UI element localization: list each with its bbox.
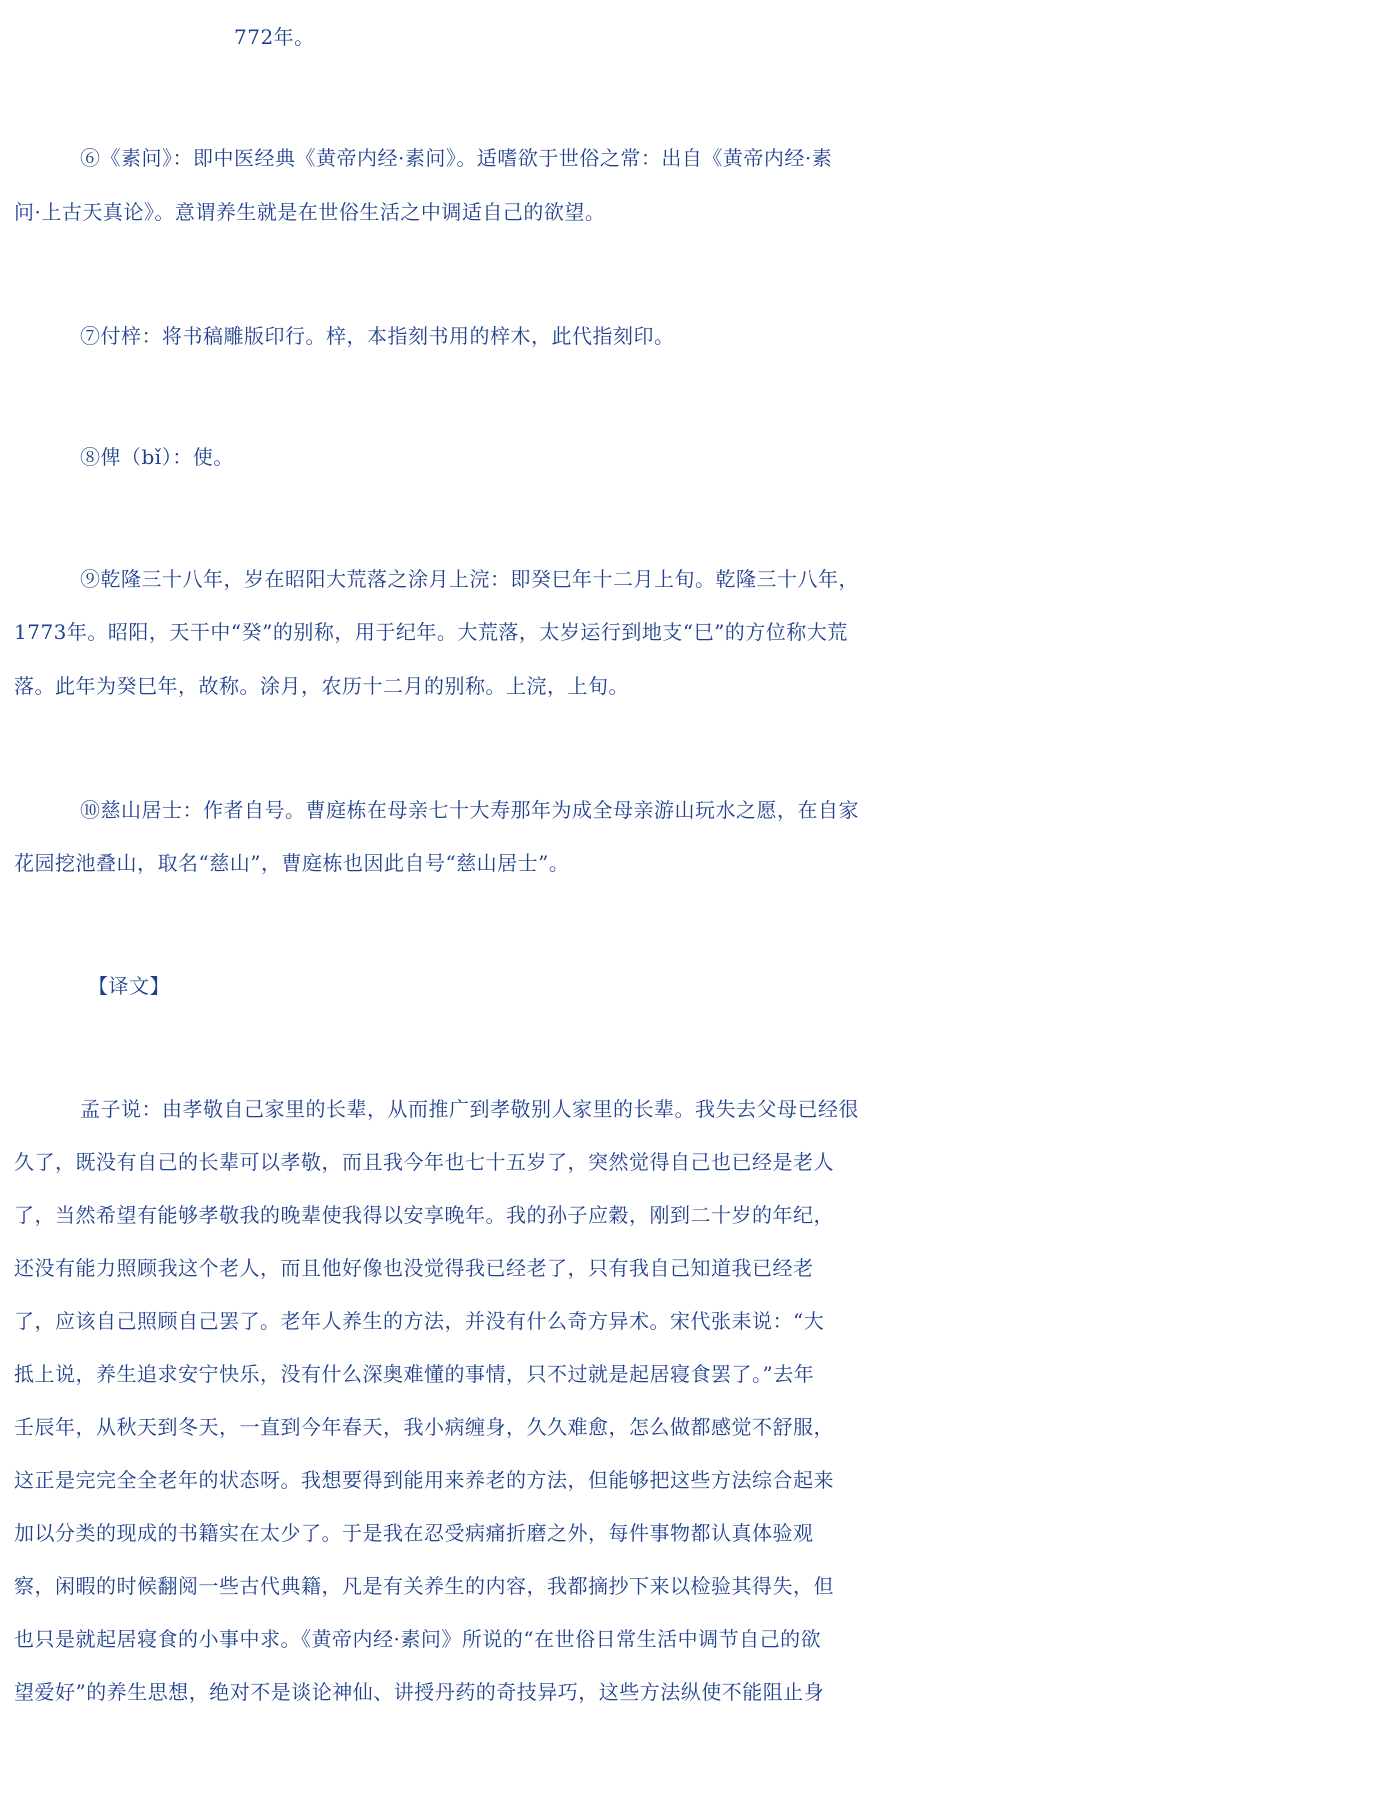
section-heading-translation: 【译文】 — [88, 974, 170, 998]
translation-line-9: 加以分类的现成的书籍实在太少了。于是我在忍受病痛折磨之外，每件事物都认真体验观 — [14, 1521, 814, 1545]
note-6-line-2: 问·上古天真论》。意谓养生就是在世俗生活之中调适自己的欲望。 — [14, 200, 606, 224]
note-5-continuation: 772年。 — [234, 25, 315, 49]
translation-line-5: 了，应该自己照顾自己罢了。老年人养生的方法，并没有什么奇方异术。宋代张耒说：“大 — [14, 1309, 825, 1333]
translation-line-11: 也只是就起居寝食的小事中求。《黄帝内经·素问》所说的“在世俗日常生活中调节自己的欲 — [14, 1627, 822, 1651]
note-9-line-1: ⑨乾隆三十八年，岁在昭阳大荒落之涂月上浣：即癸巳年十二月上旬。乾隆三十八年， — [80, 567, 859, 591]
note-9-line-2: 1773年。昭阳，天干中“癸”的别称，用于纪年。大荒落，太岁运行到地支“巳”的方位称大荒 — [14, 620, 848, 644]
translation-line-2: 久了，既没有自己的长辈可以孝敬，而且我今年也七十五岁了，突然觉得自己也已经是老人 — [14, 1150, 834, 1174]
note-10-line-1: ⑩慈山居士：作者自号。曹庭栋在母亲七十大寿那年为成全母亲游山玩水之愿，在自家 — [80, 798, 859, 822]
translation-line-3: 了，当然希望有能够孝敬我的晚辈使我得以安享晚年。我的孙子应穀，刚到二十岁的年纪， — [14, 1203, 834, 1227]
note-10-line-2: 花园挖池叠山，取名“慈山”，曹庭栋也因此自号“慈山居士”。 — [14, 851, 570, 875]
note-7: ⑦付梓：将书稿雕版印行。梓，本指刻书用的梓木，此代指刻印。 — [80, 324, 675, 348]
note-8: ⑧俾（bǐ）：使。 — [80, 445, 234, 469]
translation-line-4: 还没有能力照顾我这个老人，而且他好像也没觉得我已经老了，只有我自己知道我已经老 — [14, 1256, 814, 1280]
translation-line-7: 壬辰年，从秋天到冬天，一直到今年春天，我小病缠身，久久难愈，怎么做都感觉不舒服， — [14, 1415, 834, 1439]
translation-line-10: 察，闲暇的时候翻阅一些古代典籍，凡是有关养生的内容，我都摘抄下来以检验其得失，但 — [14, 1574, 834, 1598]
translation-line-6: 抵上说，养生追求安宁快乐，没有什么深奥难懂的事情，只不过就是起居寝食罢了。”去年 — [14, 1362, 815, 1386]
translation-line-12: 望爱好”的养生思想，绝对不是谈论神仙、讲授丹药的奇技异巧，这些方法纵使不能阻止身 — [14, 1680, 825, 1704]
note-9-line-3: 落。此年为癸巳年，故称。涂月，农历十二月的别称。上浣，上旬。 — [14, 674, 629, 698]
translation-line-8: 这正是完完全全老年的状态呀。我想要得到能用来养老的方法，但能够把这些方法综合起来 — [14, 1468, 834, 1492]
translation-line-1: 孟子说：由孝敬自己家里的长辈，从而推广到孝敬别人家里的长辈。我失去父母已经很 — [80, 1097, 859, 1121]
note-6-line-1: ⑥《素问》：即中医经典《黄帝内经·素问》。适嗜欲于世俗之常：出自《黄帝内经·素 — [80, 146, 833, 170]
